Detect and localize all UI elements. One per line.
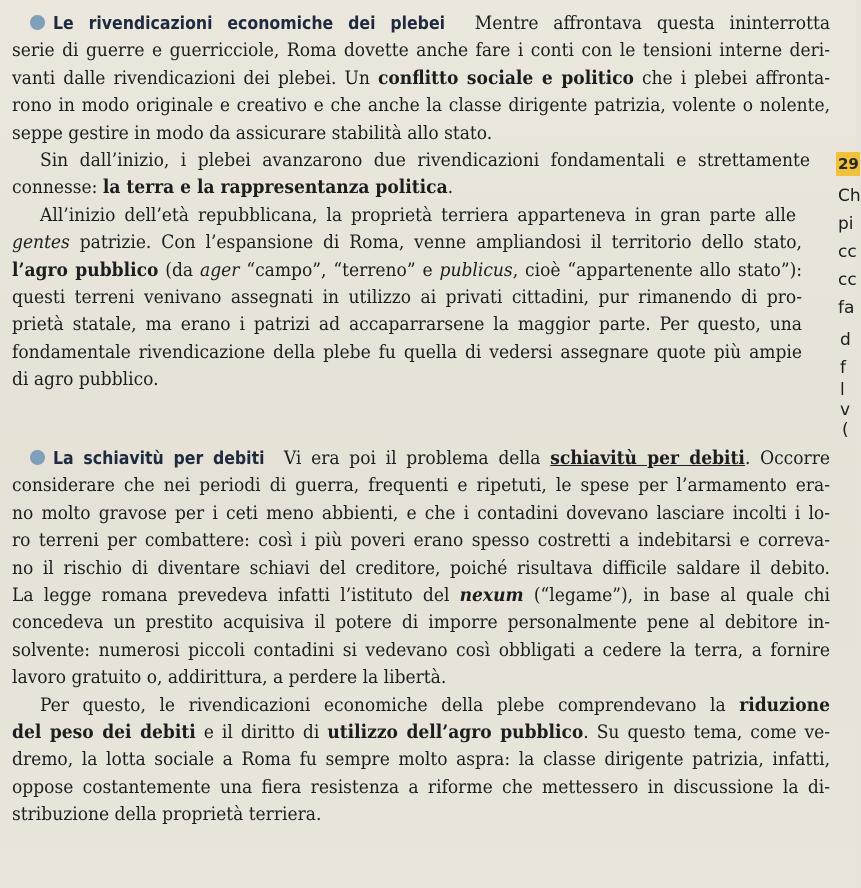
text-line: rono in modo originale e creativo e che anche la classe dirigente patrizia, volente o nolente,: [12, 94, 830, 117]
section-rivendicazioni: [12, 10, 830, 393]
section-heading: Le rivendicazioni economiche dei plebei: [53, 14, 446, 34]
text-line: [12, 10, 830, 37]
text-line: Per questo, le rivendicazioni economiche della plebe comprendevano la riduzione: [40, 693, 830, 716]
margin-fragment: v: [840, 400, 851, 420]
text-line: La legge romana prevedeva infatti l’istituto del nexum (“legame”), in base al quale chi: [12, 583, 830, 606]
section-schiavitu: [12, 445, 830, 828]
margin-fragment: fa: [838, 298, 855, 318]
line-text: Mentre affrontava questa ininterrotta: [474, 12, 831, 34]
text-line: di agro pubblico.: [12, 368, 159, 391]
text-line: no molto gravose per i ceti meno abbienti, e che i contadini dovevano lasciare incolti i lo-: [12, 501, 830, 524]
text-line: serie di guerre e guerricciole, Roma dovette anche fare i conti con le tensioni interne deri-: [12, 39, 830, 62]
margin-fragment: cc: [838, 270, 857, 290]
text-line: La schiavitù per debiti Vi era poi il problema della schiavitù per debiti. Occorre: [12, 445, 830, 472]
text-line: lavoro gratuito o, addirittura, a perdere la libertà.: [12, 666, 447, 689]
page-badge: 29: [836, 152, 860, 176]
section-heading: La schiavitù per debiti: [53, 449, 265, 469]
text-line: concedeva un prestito acquisiva il potere di imporre personalmente pene al debitore in-: [12, 611, 830, 634]
margin-fragment: pi: [838, 214, 854, 234]
bullet-icon: [30, 450, 45, 465]
text-line: fondamentale rivendicazione della plebe fu quella di vedersi assegnare quote più ampie: [12, 340, 802, 363]
margin-fragment: f: [840, 358, 846, 378]
text-line: del peso dei debiti e il diritto di utilizzo dell’agro pubblico. Su questo tema, come ve-: [12, 720, 830, 743]
margin-fragment: d: [840, 330, 851, 350]
text-line: prietà statale, ma erano i patrizi ad accaparrarsene la maggior parte. Per questo, una: [12, 313, 802, 336]
text-line: All’inizio dell’età repubblicana, la proprietà terriera apparteneva in gran parte alle: [40, 203, 796, 226]
text-line: l’agro pubblico (da ager “campo”, “terreno” e publicus, cioè “appartenente allo stato”):: [12, 258, 802, 281]
text-line: solvente: numerosi piccoli contadini si vedevano così obbligati a cedere la terra, a fornire: [12, 638, 830, 661]
text-line: oppose costantemente una fiera resistenza a riforme che mettessero in discussione la di-: [12, 775, 830, 798]
bullet-icon: [30, 15, 45, 30]
text-line: connesse: la terra e la rappresentanza politica.: [12, 176, 454, 199]
text-line: Sin dall’inizio, i plebei avanzarono due rivendicazioni fondamentali e strettamente: [40, 148, 810, 171]
text-line: considerare che nei periodi di guerra, frequenti e ripetuti, le spese per l’armamento era-: [12, 474, 830, 497]
text-line: seppe gestire in modo da assicurare stabilità allo stato.: [12, 121, 493, 144]
margin-fragment: (: [842, 420, 849, 440]
text-line: gentes patrizie. Con l’espansione di Roma, venne ampliandosi il territorio dello stato,: [12, 231, 802, 254]
text-line: questi terreni venivano assegnati in utilizzo ai privati cittadini, pur rimanendo di pro-: [12, 285, 802, 308]
text-line: no il rischio di diventare schiavi del creditore, poiché risultava difficile saldare il debito.: [12, 556, 830, 579]
text-line: vanti dalle rivendicazioni dei plebei. Un conflitto sociale e politico che i plebei affronta-: [12, 66, 831, 89]
text-line: dremo, la lotta sociale a Roma fu sempre molto aspra: la classe dirigente patrizia, infatti,: [12, 748, 830, 771]
margin-fragment: cc: [838, 242, 857, 262]
text-line: stribuzione della proprietà terriera.: [12, 803, 322, 826]
margin-fragment: Ch: [838, 186, 861, 206]
text-line: ro terreni per combattere: così i più poveri erano spesso costretti a indebitarsi e correva-: [12, 529, 830, 552]
margin-fragment: l: [840, 380, 845, 400]
